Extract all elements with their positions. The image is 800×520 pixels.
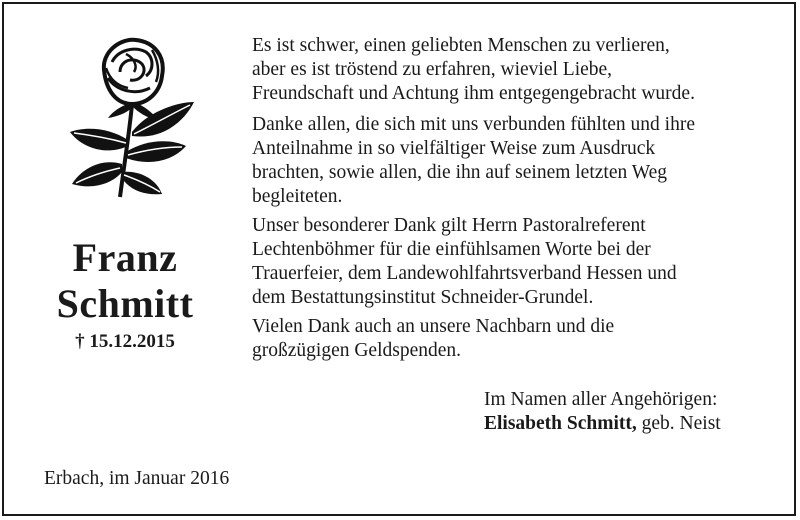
- paragraph-1: [252, 34, 782, 106]
- paragraph-2: [252, 113, 782, 209]
- closing-signature: [484, 388, 784, 436]
- deceased-first-name: Franz: [72, 235, 178, 280]
- text-line: Lechtenböhmer für die einfühlsamen Worte bei der: [252, 239, 651, 260]
- text-line: Freundschaft und Achtung ihm entgegengebracht wurde.: [252, 83, 695, 104]
- text-line: Es ist schwer, einen geliebten Menschen zu verlieren,: [252, 35, 670, 56]
- rose-icon: [62, 32, 202, 202]
- paragraph-3: [252, 214, 782, 310]
- signer-name: Elisabeth Schmitt,: [484, 413, 637, 434]
- signature-line: [484, 412, 784, 436]
- text-line: aber es ist tröstend zu erfahren, wieviel Liebe,: [252, 59, 613, 80]
- signer-maiden-name: geb. Neist: [636, 413, 721, 434]
- text-line: Trauerfeier, dem Landewohlfahrtsverband Hessen und: [252, 263, 677, 284]
- text-line: brachten, sowie allen, die ihn auf seinem letzten Weg: [252, 162, 668, 183]
- text-line: Vielen Dank auch an unsere Nachbarn und die: [252, 316, 615, 337]
- death-date: † 15.12.2015: [75, 331, 175, 352]
- text-line: Danke allen, die sich mit uns verbunden fühlten und ihre: [252, 114, 695, 135]
- text-line: dem Bestattungsinstitut Schneider-Grundel.: [252, 287, 594, 308]
- text-line: begleiteten.: [252, 186, 343, 207]
- text-line: Anteilnahme in so vielfältiger Weise zum Ausdruck: [252, 138, 656, 159]
- text-line: großzügigen Geldspenden.: [252, 340, 462, 361]
- deceased-last-name: Schmitt: [56, 281, 194, 326]
- closing-intro: Im Namen aller Angehörigen:: [484, 389, 718, 410]
- paragraph-4: [252, 315, 782, 363]
- place-and-date: Erbach, im Januar 2016: [44, 468, 230, 489]
- text-line: Unser besonderer Dank gilt Herrn Pastoralreferent: [252, 215, 646, 236]
